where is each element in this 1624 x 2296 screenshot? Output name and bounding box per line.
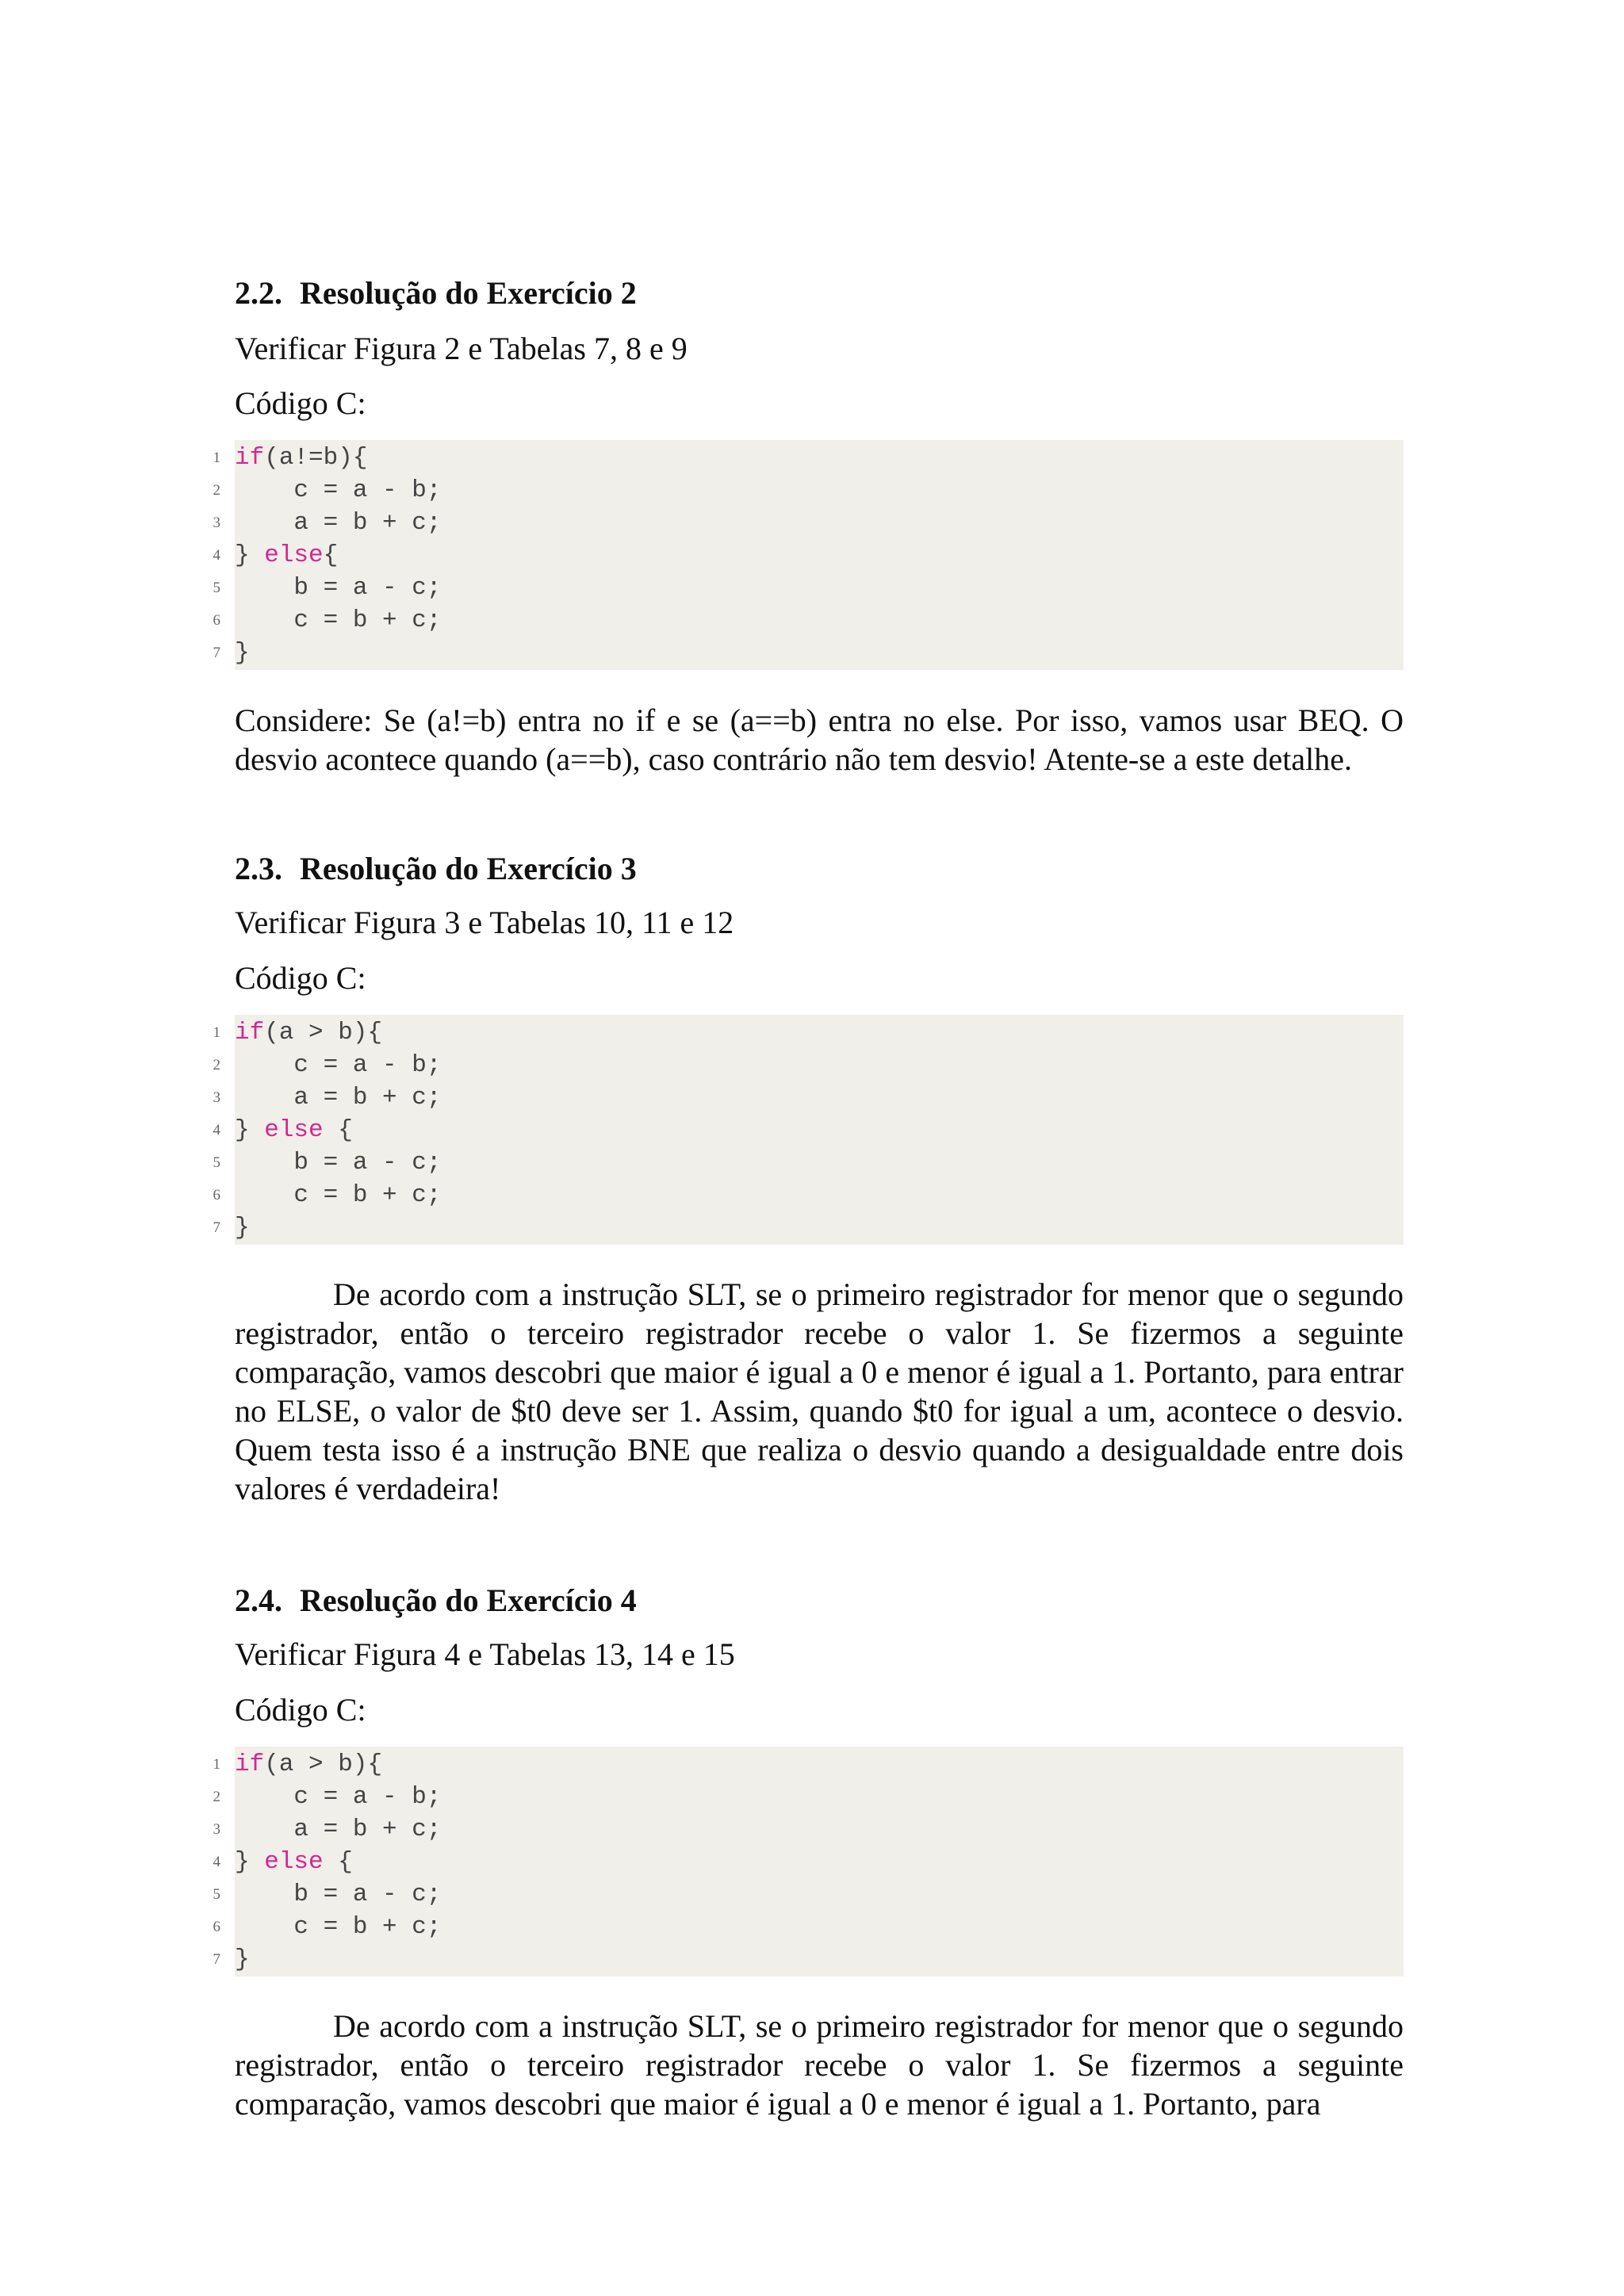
code-line <box>213 1878 442 1911</box>
section-number: 2.3. <box>235 851 282 886</box>
code-text: { <box>323 541 339 569</box>
code-label: Código C: <box>235 1692 366 1728</box>
line-number: 5 <box>213 1886 220 1903</box>
code-text: c = b + c; <box>235 1181 442 1209</box>
code-keyword: if <box>235 1751 265 1778</box>
code-listing <box>213 1747 1404 1976</box>
code-text: } <box>235 1946 250 1973</box>
code-line <box>213 1911 442 1943</box>
code-text: c = b + c; <box>235 1913 442 1941</box>
verify-line: Verificar Figura 2 e Tabelas 7, 8 e 9 <box>235 331 688 366</box>
code-keyword: if <box>235 1019 265 1047</box>
code-text: (a > b){ <box>264 1019 383 1047</box>
code-label: Código C: <box>235 385 366 421</box>
body-paragraph: De acordo com a instrução SLT, se o primeiro registrador for menor que o segundo registrador, então o terceiro registrador recebe o valor 1. Se fizermos a seguinte comparação, vamos descobri que maior é igual a 0 e menor é igual a 1. Portanto, para entrar no ELSE, o valor de $t0 deve ser 1. Assim, quando $t0 for igual a um, acontece o desvio. Quem testa isso é a instrução BNE que realiza o desvio quando a desigualdade entre dois valores é verdadeira! <box>235 1276 1404 1506</box>
code-text: b = a - c; <box>235 574 442 602</box>
code-keyword: else <box>264 1848 324 1876</box>
code-line <box>213 1081 442 1114</box>
code-line <box>213 1748 383 1781</box>
line-number: 4 <box>213 1122 220 1138</box>
code-text: c = a - b; <box>235 476 442 504</box>
code-text: b = a - c; <box>235 1149 442 1177</box>
line-number: 3 <box>213 1089 220 1106</box>
line-number: 1 <box>213 1024 220 1041</box>
section-heading <box>235 850 1404 888</box>
code-text: c = a - b; <box>235 1051 442 1079</box>
code-line <box>213 1114 353 1146</box>
section-2-3 <box>213 850 1404 1506</box>
code-line <box>213 1016 383 1049</box>
section-2-2 <box>213 274 1404 777</box>
line-number: 2 <box>213 482 220 499</box>
code-text: b = a - c; <box>235 1881 442 1908</box>
code-text: c = b + c; <box>235 607 442 634</box>
code-prefix: } <box>235 1848 265 1876</box>
line-number: 6 <box>213 612 220 629</box>
line-number: 1 <box>213 450 220 466</box>
code-keyword: else <box>264 541 324 569</box>
line-number: 4 <box>213 547 220 564</box>
code-line <box>213 604 442 637</box>
body-paragraph: Considere: Se (a!=b) entra no if e se (a==b) entra no else. Por isso, vamos usar BEQ. O desvio acontece quando (a==b), caso contrário não tem desvio! Atente-se a este detalhe. <box>235 702 1404 777</box>
line-number: 6 <box>213 1919 220 1935</box>
line-number: 3 <box>213 1821 220 1838</box>
code-line <box>213 539 339 572</box>
section-title: Resolução do Exercício 3 <box>300 851 637 886</box>
section-number: 2.4. <box>235 1582 282 1618</box>
code-text: { <box>323 1848 353 1876</box>
code-listing <box>213 440 1404 670</box>
code-text: a = b + c; <box>235 1084 442 1112</box>
code-line <box>213 1146 442 1179</box>
code-line <box>213 507 442 539</box>
code-line <box>213 572 442 604</box>
code-line <box>213 1943 250 1976</box>
code-line <box>213 1179 442 1211</box>
code-line <box>213 1846 353 1878</box>
line-number: 7 <box>213 1219 220 1236</box>
section-2-4 <box>213 1582 1404 2122</box>
code-line <box>213 1049 442 1081</box>
code-text: } <box>235 639 250 667</box>
line-number: 1 <box>213 1756 220 1773</box>
code-listing <box>213 1015 1404 1245</box>
code-line <box>213 1211 250 1244</box>
code-line <box>213 1813 442 1846</box>
code-label: Código C: <box>235 960 366 996</box>
code-text: (a > b){ <box>264 1751 383 1778</box>
section-heading <box>235 1582 1404 1620</box>
section-heading <box>235 274 1404 312</box>
line-number: 7 <box>213 645 220 661</box>
line-number: 4 <box>213 1854 220 1870</box>
section-number: 2.2. <box>235 275 282 311</box>
code-text: a = b + c; <box>235 509 442 537</box>
line-number: 5 <box>213 580 220 596</box>
line-number: 2 <box>213 1789 220 1805</box>
code-text: { <box>323 1116 353 1144</box>
code-prefix: } <box>235 1116 265 1144</box>
code-text: a = b + c; <box>235 1816 442 1843</box>
code-line <box>213 637 250 669</box>
body-paragraph: De acordo com a instrução SLT, se o primeiro registrador for menor que o segundo registrador, então o terceiro registrador recebe o valor 1. Se fizermos a seguinte comparação, vamos descobri que maior é igual a 0 e menor é igual a 1. Portanto, para <box>235 2008 1404 2122</box>
code-line <box>213 1781 442 1813</box>
code-prefix: } <box>235 541 265 569</box>
line-number: 7 <box>213 1951 220 1968</box>
verify-line: Verificar Figura 3 e Tabelas 10, 11 e 12 <box>235 905 734 940</box>
section-title: Resolução do Exercício 4 <box>300 1582 637 1618</box>
code-text: c = a - b; <box>235 1783 442 1811</box>
line-number: 3 <box>213 515 220 531</box>
verify-line: Verificar Figura 4 e Tabelas 13, 14 e 15 <box>235 1636 735 1672</box>
line-number: 2 <box>213 1057 220 1073</box>
code-line <box>213 474 442 507</box>
code-keyword: if <box>235 444 265 472</box>
code-text: } <box>235 1214 250 1242</box>
code-text: (a!=b){ <box>264 444 368 472</box>
code-line <box>213 442 368 474</box>
line-number: 6 <box>213 1187 220 1203</box>
section-title: Resolução do Exercício 2 <box>300 275 637 311</box>
line-number: 5 <box>213 1154 220 1171</box>
code-keyword: else <box>264 1116 324 1144</box>
